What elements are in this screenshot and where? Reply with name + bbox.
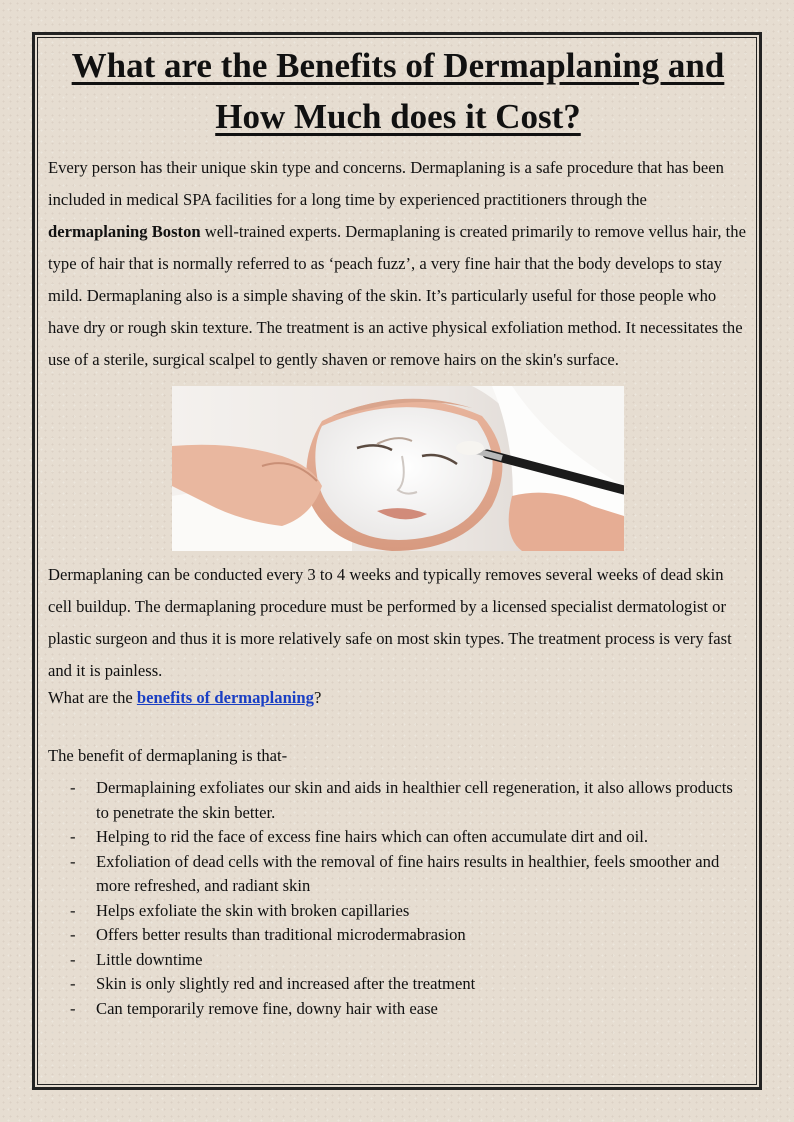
benefits-list [48, 776, 748, 1021]
intro-text-start: Every person has their unique skin type and concerns. Dermaplaning is a safe procedure that has been included in medical SPA facilities for a long time by experienced practitioners through the [48, 158, 724, 209]
benefits-question [48, 687, 748, 709]
benefit-text: Helps exfoliate the skin with broken capillaries [96, 900, 410, 920]
facial-treatment-photo [172, 386, 624, 551]
frequency-paragraph: Dermaplaning can be conducted every 3 to 4 weeks and typically removes several weeks of dead skin cell buildup. The dermaplaning procedure must be performed by a licensed specialist dermatologist or plastic surgeon and thus it is more relatively safe on most skin types. The treatment process is very fast and it is painless. [48, 565, 732, 680]
bullet-dash: - [70, 778, 76, 797]
article-title: What are the Benefits of Dermaplaning and How Much does it Cost? [71, 46, 725, 136]
bullet-dash: - [70, 925, 76, 944]
benefit-text: Little downtime [96, 949, 203, 969]
bullet-dash: - [70, 998, 76, 1018]
list-item [48, 825, 748, 850]
intro-bold-term: dermaplaning Boston [48, 222, 201, 241]
bullet-dash: - [70, 827, 76, 846]
list-item [48, 776, 748, 825]
intro-paragraph [48, 152, 748, 376]
article [48, 40, 748, 1021]
benefits-intro: The benefit of dermaplaning is that- [48, 746, 288, 765]
list-item [48, 850, 748, 899]
intro-text-end: well-trained experts. Dermaplaning is created primarily to remove vellus hair, the type of hair that is normally referred to as ‘peach fuzz’, a very fine hair that the body develops to stay mild. Dermaplaning also is a simple shaving of the skin. It’s particularly useful for those people who have dry or rough skin texture. The treatment is an active physical exfoliation method. It necessitates the use of a sterile, surgical scalpel to gently shaven or remove hairs on the skin's surface. [48, 222, 746, 369]
benefit-text: Exfoliation of dead cells with the removal of fine hairs results in healthier, feels smoother and more refreshed, and radiant skin [96, 851, 720, 895]
benefits-link[interactable]: benefits of dermaplaning [136, 688, 314, 707]
benefit-text: Skin is only slightly red and increased after the treatment [96, 974, 476, 993]
benefit-text: Offers better results than traditional microdermabrasion [96, 925, 466, 944]
bullet-dash: - [70, 900, 76, 920]
list-item [48, 948, 748, 973]
benefit-text: Dermaplaining exfoliates our skin and aids in healthier cell regeneration, it also allows products to penetrate the skin better. [96, 778, 733, 822]
bullet-dash: - [70, 949, 76, 969]
benefit-text: Can temporarily remove fine, downy hair with ease [96, 998, 438, 1018]
list-item [48, 899, 748, 924]
question-text: What are the [48, 688, 137, 707]
bullet-dash: - [70, 974, 76, 993]
question-mark: ? [313, 688, 322, 707]
list-item [48, 923, 748, 948]
list-item [48, 972, 748, 997]
bullet-dash: - [70, 851, 76, 871]
benefit-text: Helping to rid the face of excess fine hairs which can often accumulate dirt and oil. [96, 827, 648, 846]
list-item [48, 997, 748, 1022]
